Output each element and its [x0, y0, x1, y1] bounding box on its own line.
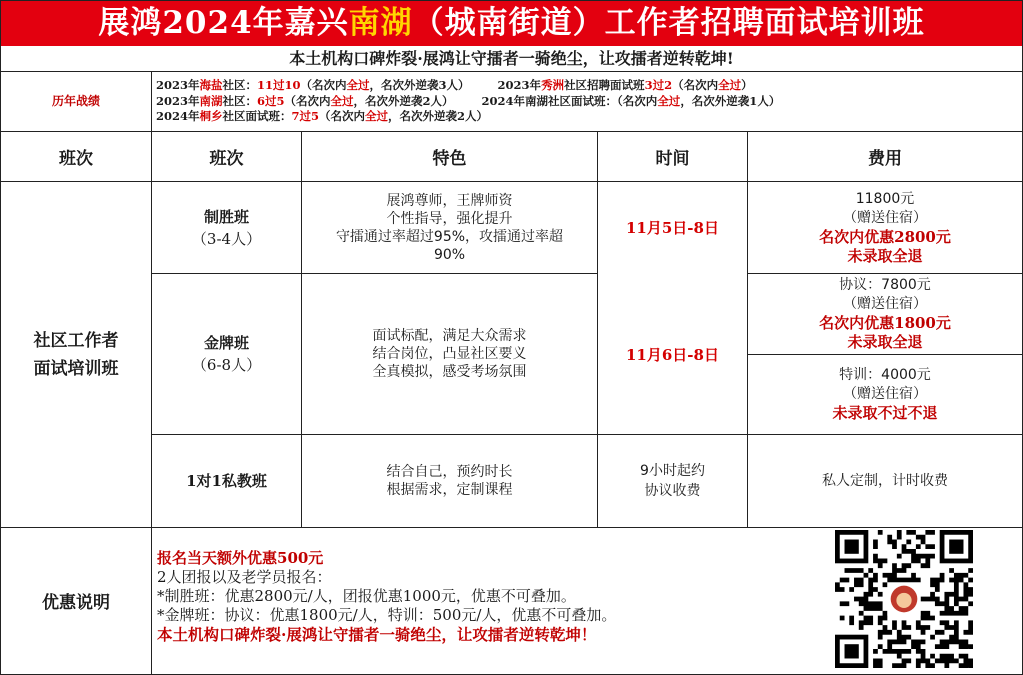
row-zhisheng-time: 11月5日-8日 [626, 219, 719, 237]
header-fee: 费用 [868, 149, 902, 169]
header-class-group: 班次 [59, 149, 93, 169]
row-jinpai-fee-agreement: 协议：7800元 （赠送住宿） 名次内优惠1800元 未录取全退 [819, 277, 951, 351]
row-jinpai-fee-special: 特训：4000元 （赠送住宿） 未录取不过不退 [832, 367, 938, 422]
promo-section [1, 527, 1022, 674]
row-jinpai-time: 11月6日-8日 [626, 345, 719, 364]
row-jinpai-name: 金牌班 （6-8人） [191, 334, 262, 374]
course-table [1, 132, 1022, 527]
row-private-name: 1对1私教班 [186, 472, 267, 490]
row-private-fee: 私人定制，计时收费 [822, 473, 948, 489]
row-private-time: 9小时起约 协议收费 [640, 463, 705, 499]
qr-finder-3 [835, 635, 868, 668]
track-record-label: 历年战绩 [1, 72, 152, 131]
track-record [1, 72, 1022, 132]
page-title: 展鸿2024年嘉兴南湖（城南街道）工作者招聘面试培训班 [1, 1, 1022, 46]
record-line-2: 2023年南湖社区：6过5（名次内全过，名次外逆袭2人） 2024年南湖社区面试班：（名次内全过，名次外逆袭1人） [156, 93, 781, 108]
qr-code-icon[interactable] [835, 530, 973, 668]
track-record-lines [156, 78, 780, 125]
promo-label: 优惠说明 [1, 527, 152, 674]
row-zhisheng-fee: 11800元 （赠送住宿） 名次内优惠2800元 未录取全退 [819, 190, 951, 265]
slogan: 本土机构口碑炸裂·展鸿让守擂者一骑绝尘，让攻擂者逆转乾坤! [1, 46, 1022, 72]
row-zhisheng-features: 展鸿尊师，王牌师资 个性指导，强化提升 守擂通过率超过95%，攻擂通过率超 90% [335, 192, 564, 263]
header-features: 特色 [432, 149, 467, 169]
promo-lines: 报名当天额外优惠500元 2人团报以及老学员报名： *制胜班：优惠2800元/人，团报优惠1000元，优惠不可叠加。 *金牌班：协议：优惠1800元/人，特训：500元/人，优惠不可叠加。 本土机构口碑炸裂·展鸿让守擂者一骑绝尘，让攻擂者逆转乾坤！ [157, 549, 617, 644]
header-class: 班次 [209, 149, 244, 169]
row-zhisheng-name: 制胜班 （3-4人） [191, 207, 262, 248]
title-highlight: 南湖 [348, 5, 413, 41]
qr-finder-2 [940, 530, 973, 563]
header-time: 时间 [655, 149, 690, 169]
qr-code-graphic [835, 530, 973, 668]
record-line-3: 2024年桐乡社区面试班：7过5（名次内全过，名次外逆袭2人） [156, 109, 489, 123]
row-jinpai-features: 面试标配，满足大众需求 结合岗位，凸显社区要义 全真模拟，感受考场氛围 [372, 328, 527, 380]
record-line-1: 2023年海盐社区：11过10（名次内全过，名次外逆袭3人） 2023年秀洲社区招聘面试班3过2（名次内全过） [156, 78, 753, 92]
row-private-features: 结合自己，预约时长 根据需求，定制课程 [386, 464, 513, 498]
mascot-face [896, 593, 911, 608]
category-cell: 社区工作者 面试培训班 [33, 330, 119, 379]
qr-finder-1 [835, 530, 868, 563]
